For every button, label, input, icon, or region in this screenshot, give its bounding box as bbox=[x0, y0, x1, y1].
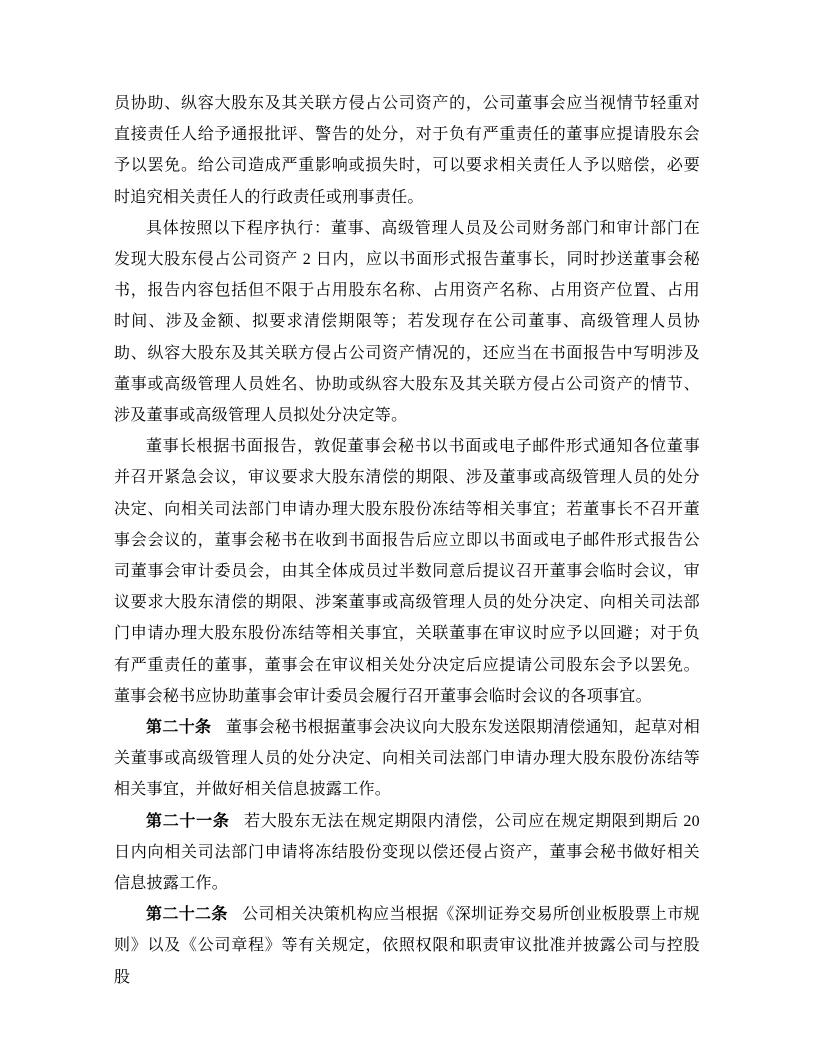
paragraph-procedure bbox=[114, 213, 700, 431]
article-number: 第二十条 bbox=[146, 719, 212, 737]
paragraph-text: 董事会秘书根据董事会决议向大股东发送限期清偿通知，起草对相关董事或高级管理人员的处分决定、向相关司法部门申请办理大股东股份冻结等相关事宜，并做好相关信息披露工作。 bbox=[114, 719, 701, 799]
paragraph-article-21 bbox=[114, 806, 700, 900]
paragraph-text: 董事长根据书面报告，敦促董事会秘书以书面或电子邮件形式通知各位董事并召开紧急会议，审议要求大股东清偿的期限、涉及董事或高级管理人员的处分决定、向相关司法部门申请办理大股东股份冻结等相关事宜；若董事长不召开董事会会议的，董事会秘书在收到书面报告后应立即以书面或电子邮件形式报告公司董事会审计委员会，由其全体成员过半数同意后提议召开董事会临时会议，审议要求大股东清偿的期限、涉案董事或高级管理人员的处分决定、向相关司法部门申请办理大股东股份冻结等相关事宜，关联董事在审议时应予以回避；对于负有严重责任的董事，董事会在审议相关处分决定后应提请公司股东会予以罢免。董事会秘书应协助董事会审计委员会履行召开董事会临时会议的各项事宜。 bbox=[114, 438, 700, 705]
article-number: 第二十一条 bbox=[146, 812, 230, 830]
paragraph-text: 员协助、纵容大股东及其关联方侵占公司资产的，公司董事会应当视情节轻重对直接责任人给予通报批评、警告的处分，对于负有严重责任的董事应提请股东会予以罢免。给公司造成严重影响或损失时，可以要求相关责任人予以赔偿，必要时追究相关责任人的行政责任或刑事责任。 bbox=[114, 95, 700, 206]
paragraph-article-20 bbox=[114, 712, 700, 806]
paragraph-text: 公司相关决策机构应当根据《深圳证券交易所创业板股票上市规则》以及《公司章程》等有关规定，依照权限和职责审议批准并披露公司与控股股 bbox=[114, 906, 700, 986]
paragraph-chairman-report bbox=[114, 431, 700, 712]
paragraph-text: 具体按照以下程序执行：董事、高级管理人员及公司财务部门和审计部门在发现大股东侵占公司资产 2 日内，应以书面形式报告董事长，同时抄送董事会秘书，报告内容包括但不限于占用股东名称、占用资产名称、占用资产位置、占用时间、涉及金额、拟要求清偿期限等；若发现存在公司董事、高级管理人员协助、纵容大股东及其关联方侵占公司资产情况的，还应当在书面报告中写明涉及董事或高级管理人员姓名、协助或纵容大股东及其关联方侵占公司资产的情节、涉及董事或高级管理人员拟处分决定等。 bbox=[114, 219, 700, 425]
paragraph-text: 若大股东无法在规定期限内清偿，公司应在规定期限到期后 20 日内向相关司法部门申请将冻结股份变现以偿还侵占资产，董事会秘书做好相关信息披露工作。 bbox=[114, 812, 700, 893]
paragraph-continuation bbox=[114, 88, 700, 213]
article-number: 第二十二条 bbox=[146, 906, 228, 924]
paragraph-article-22 bbox=[114, 899, 700, 993]
